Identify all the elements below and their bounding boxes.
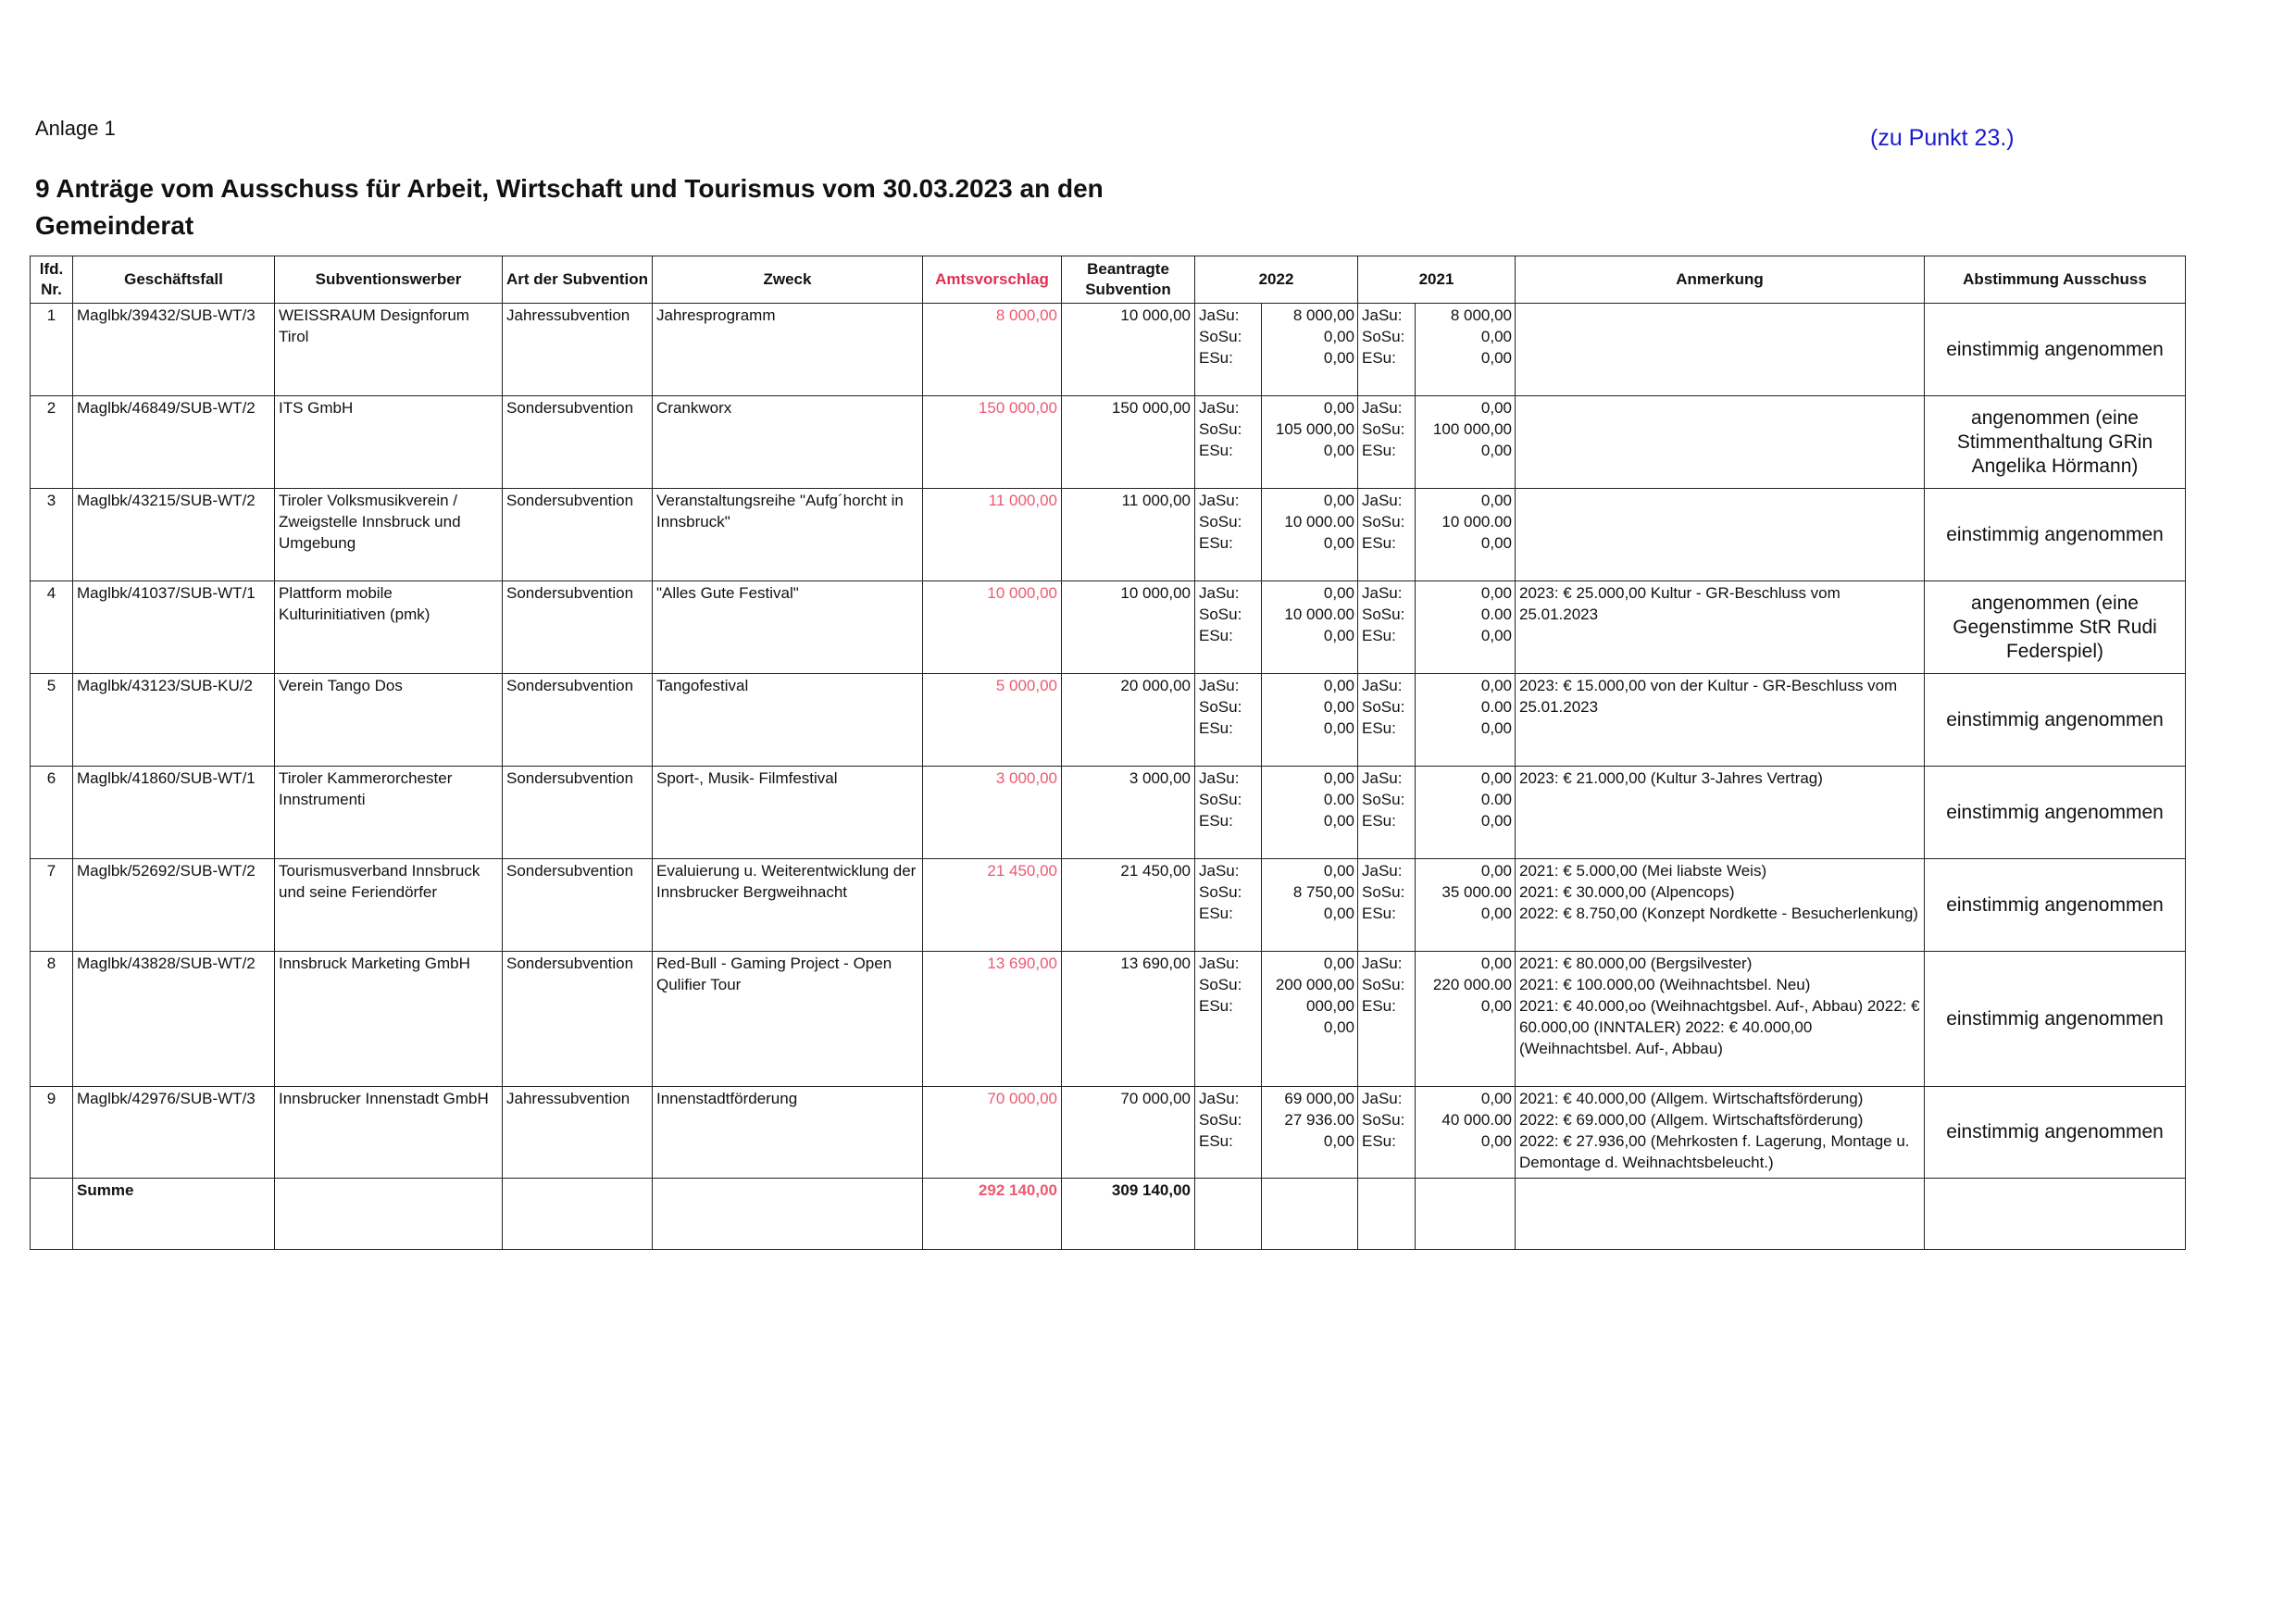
values-2022-cell-line: 0,00: [1323, 769, 1354, 787]
values-2022-cell-line: 0,00: [1323, 812, 1354, 830]
summe-beantragt: 309 140,00: [1062, 1179, 1195, 1250]
labels-2022-cell: [1195, 859, 1262, 952]
values-2021-cell: [1416, 952, 1516, 1087]
labels-2022-cell-line: JaSu:: [1199, 955, 1240, 972]
labels-2021-cell: [1358, 304, 1416, 396]
values-2021-cell-line: 0.00: [1480, 606, 1512, 623]
anmerkung-cell: [1516, 767, 1925, 859]
values-2022-cell-line: 0,00: [1323, 862, 1354, 880]
values-2021-cell-line: 0,00: [1480, 905, 1512, 922]
values-2022-cell-line: 0,00: [1323, 627, 1354, 644]
labels-2022-cell: [1195, 396, 1262, 489]
abstimmung-cell: einstimmig angenommen: [1925, 304, 2186, 396]
labels-2022-cell-line: ESu:: [1199, 1132, 1233, 1150]
anmerkung-cell-line: 2021: € 100.000,00 (Weihnachtsbel. Neu): [1519, 976, 1811, 993]
labels-2021-cell-line: ESu:: [1362, 997, 1396, 1015]
labels-2022-cell-line: JaSu:: [1199, 1090, 1240, 1107]
values-2022-cell-line: 0,00: [1323, 1018, 1354, 1036]
labels-2022-cell-line: ESu:: [1199, 534, 1233, 552]
summe-empty-cell: [1925, 1179, 2186, 1250]
values-2021-cell: [1416, 767, 1516, 859]
amtsvorschlag-cell: 11 000,00: [923, 489, 1062, 581]
art-cell: Sondersubvention: [503, 674, 653, 767]
col-header-2021: 2021: [1358, 256, 1516, 304]
row-number: 9: [31, 1087, 73, 1179]
werber-cell: Tiroler Volksmusikverein / Zweigstelle Innsbruck und Umgebung: [275, 489, 503, 581]
labels-2021-cell-line: JaSu:: [1362, 862, 1403, 880]
abstimmung-cell: einstimmig angenommen: [1925, 952, 2186, 1087]
summe-label: Summe: [73, 1179, 275, 1250]
summe-empty-cell: [1358, 1179, 1416, 1250]
anmerkung-cell-line: 2023: € 21.000,00 (Kultur 3-Jahres Vertrag): [1519, 769, 1823, 787]
values-2021-cell-line: 0,00: [1480, 584, 1512, 602]
values-2022-cell-line: 10 000.00: [1284, 513, 1354, 531]
summe-empty-cell: [1416, 1179, 1516, 1250]
labels-2021-cell-line: ESu:: [1362, 719, 1396, 737]
anmerkung-cell: [1516, 859, 1925, 952]
labels-2021-cell-line: SoSu:: [1362, 420, 1405, 438]
geschaeftsfall-cell: Maglbk/42976/SUB-WT/3: [73, 1087, 275, 1179]
art-cell: Sondersubvention: [503, 952, 653, 1087]
anmerkung-cell: [1516, 674, 1925, 767]
werber-cell: Tourismusverband Innsbruck und seine Feriendörfer: [275, 859, 503, 952]
table-header-row: [31, 256, 2186, 304]
beantragt-cell: 3 000,00: [1062, 767, 1195, 859]
art-cell: Jahressubvention: [503, 1087, 653, 1179]
table-row: [31, 767, 2186, 859]
values-2021-cell-line: 0,00: [1480, 1090, 1512, 1107]
zweck-cell: "Alles Gute Festival": [653, 581, 923, 674]
values-2022-cell-line: 0,00: [1323, 442, 1354, 459]
abstimmung-cell: einstimmig angenommen: [1925, 489, 2186, 581]
labels-2021-cell-line: ESu:: [1362, 534, 1396, 552]
labels-2021-cell-line: JaSu:: [1362, 399, 1403, 417]
art-cell: Sondersubvention: [503, 859, 653, 952]
anmerkung-cell-line: 2021: € 30.000,00 (Alpencops): [1519, 883, 1735, 901]
row-number: 4: [31, 581, 73, 674]
labels-2022-cell-line: SoSu:: [1199, 420, 1242, 438]
zweck-cell: Sport-, Musik- Filmfestival: [653, 767, 923, 859]
labels-2021-cell-line: ESu:: [1362, 905, 1396, 922]
values-2022-cell-line: 8 750,00: [1292, 883, 1354, 901]
values-2022-cell-line: 0.00: [1323, 791, 1354, 808]
anmerkung-cell-line: 2022: € 27.936,00 (Mehrkosten f. Lagerung, Montage u. Demontage d. Weihnachtsbeleucht.): [1519, 1132, 1910, 1171]
werber-cell: Innsbrucker Innenstadt GmbH: [275, 1087, 503, 1179]
col-header-geschaeftsfall: Geschäftsfall: [73, 256, 275, 304]
amtsvorschlag-cell: 5 000,00: [923, 674, 1062, 767]
row-number: 1: [31, 304, 73, 396]
beantragt-cell: 20 000,00: [1062, 674, 1195, 767]
labels-2021-cell-line: JaSu:: [1362, 677, 1403, 694]
zweck-cell: Jahresprogramm: [653, 304, 923, 396]
values-2022-cell: [1262, 396, 1358, 489]
anmerkung-cell: [1516, 1087, 1925, 1179]
amtsvorschlag-cell: 150 000,00: [923, 396, 1062, 489]
values-2022-cell: [1262, 489, 1358, 581]
werber-cell: ITS GmbH: [275, 396, 503, 489]
values-2022-cell-line: 69 000,00: [1284, 1090, 1354, 1107]
table-row: [31, 396, 2186, 489]
art-cell: Jahressubvention: [503, 304, 653, 396]
values-2021-cell-line: 10 000.00: [1441, 513, 1512, 531]
labels-2021-cell-line: JaSu:: [1362, 955, 1403, 972]
anmerkung-cell-line: 2021: € 80.000,00 (Bergsilvester): [1519, 955, 1753, 972]
geschaeftsfall-cell: Maglbk/43828/SUB-WT/2: [73, 952, 275, 1087]
values-2021-cell-line: 0,00: [1480, 492, 1512, 509]
labels-2022-cell-line: SoSu:: [1199, 791, 1242, 808]
labels-2021-cell-line: SoSu:: [1362, 328, 1405, 345]
labels-2021-cell-line: JaSu:: [1362, 492, 1403, 509]
amtsvorschlag-cell: 21 450,00: [923, 859, 1062, 952]
beantragt-cell: 70 000,00: [1062, 1087, 1195, 1179]
values-2021-cell: [1416, 1087, 1516, 1179]
labels-2021-cell-line: ESu:: [1362, 349, 1396, 367]
labels-2021-cell: [1358, 952, 1416, 1087]
labels-2022-cell-line: ESu:: [1199, 349, 1233, 367]
values-2021-cell-line: 0.00: [1480, 791, 1512, 808]
document-title: 9 Anträge vom Ausschuss für Arbeit, Wirtschaft und Tourismus vom 30.03.2023 an den Gemeinderat: [35, 174, 1104, 240]
labels-2022-cell-line: ESu:: [1199, 442, 1233, 459]
art-cell: Sondersubvention: [503, 396, 653, 489]
row-number: 7: [31, 859, 73, 952]
values-2022-cell-line: 0,00: [1323, 698, 1354, 716]
amtsvorschlag-cell: 13 690,00: [923, 952, 1062, 1087]
labels-2022-cell-line: ESu:: [1199, 719, 1233, 737]
row-number: 5: [31, 674, 73, 767]
summe-empty-cell: [1516, 1179, 1925, 1250]
abstimmung-cell: angenommen (eine Gegenstimme StR Rudi Federspiel): [1925, 581, 2186, 674]
labels-2021-cell-line: SoSu:: [1362, 976, 1405, 993]
values-2022-cell-line: 10 000.00: [1284, 606, 1354, 623]
values-2021-cell-line: 0,00: [1480, 442, 1512, 459]
values-2022-cell: [1262, 767, 1358, 859]
beantragt-cell: 11 000,00: [1062, 489, 1195, 581]
values-2021-cell: [1416, 489, 1516, 581]
labels-2022-cell-line: SoSu:: [1199, 606, 1242, 623]
col-header-art: Art der Subvention: [503, 256, 653, 304]
geschaeftsfall-cell: Maglbk/46849/SUB-WT/2: [73, 396, 275, 489]
labels-2022-cell-line: ESu:: [1199, 905, 1233, 922]
col-header-amtsvorschlag: Amtsvorschlag: [923, 256, 1062, 304]
values-2021-cell-line: 0,00: [1480, 349, 1512, 367]
row-number: 2: [31, 396, 73, 489]
values-2022-cell: [1262, 952, 1358, 1087]
col-header-lfd: lfd. Nr.: [31, 256, 73, 304]
labels-2021-cell-line: ESu:: [1362, 442, 1396, 459]
values-2022-cell-line: 0,00: [1323, 349, 1354, 367]
beantragt-cell: 150 000,00: [1062, 396, 1195, 489]
labels-2022-cell-line: JaSu:: [1199, 769, 1240, 787]
values-2021-cell-line: 0,00: [1480, 955, 1512, 972]
amtsvorschlag-cell: 3 000,00: [923, 767, 1062, 859]
values-2021-cell-line: 100 000,00: [1432, 420, 1512, 438]
summe-empty-cell: [31, 1179, 73, 1250]
values-2022-cell-line: 0,00: [1323, 719, 1354, 737]
values-2021-cell-line: 0,00: [1480, 1132, 1512, 1150]
anmerkung-cell-line: 2022: € 8.750,00 (Konzept Nordkette - Besucherlenkung): [1519, 905, 1918, 922]
values-2021-cell-line: 8 000,00: [1450, 306, 1512, 324]
labels-2022-cell: [1195, 767, 1262, 859]
anmerkung-cell-line: 2023: € 15.000,00 von der Kultur - GR-Beschluss vom 25.01.2023: [1519, 677, 1898, 716]
labels-2021-cell-line: SoSu:: [1362, 698, 1405, 716]
labels-2021-cell: [1358, 489, 1416, 581]
labels-2021-cell: [1358, 859, 1416, 952]
geschaeftsfall-cell: Maglbk/39432/SUB-WT/3: [73, 304, 275, 396]
art-cell: Sondersubvention: [503, 767, 653, 859]
labels-2022-cell-line: SoSu:: [1199, 1111, 1242, 1129]
labels-2022-cell-line: JaSu:: [1199, 862, 1240, 880]
values-2022-cell-line: 0,00: [1323, 905, 1354, 922]
labels-2022-cell-line: JaSu:: [1199, 492, 1240, 509]
values-2021-cell: [1416, 396, 1516, 489]
summe-empty-cell: [1195, 1179, 1262, 1250]
values-2021-cell-line: 0,00: [1480, 862, 1512, 880]
values-2022-cell: [1262, 581, 1358, 674]
labels-2022-cell: [1195, 674, 1262, 767]
beantragt-cell: 13 690,00: [1062, 952, 1195, 1087]
geschaeftsfall-cell: Maglbk/43123/SUB-KU/2: [73, 674, 275, 767]
summe-amtsvorschlag: 292 140,00: [923, 1179, 1062, 1250]
table-row: [31, 952, 2186, 1087]
values-2021-cell-line: 0,00: [1480, 534, 1512, 552]
labels-2021-cell: [1358, 396, 1416, 489]
values-2022-cell-line: 27 936.00: [1284, 1111, 1354, 1129]
row-number: 3: [31, 489, 73, 581]
zweck-cell: Veranstaltungsreihe "Aufg´horcht in Innsbruck": [653, 489, 923, 581]
abstimmung-cell: einstimmig angenommen: [1925, 767, 2186, 859]
values-2021-cell-line: 0,00: [1480, 719, 1512, 737]
labels-2022-cell-line: JaSu:: [1199, 306, 1240, 324]
values-2022-cell: [1262, 304, 1358, 396]
anmerkung-cell: [1516, 304, 1925, 396]
zweck-cell: Red-Bull - Gaming Project - Open Qulifier Tour: [653, 952, 923, 1087]
values-2021-cell-line: 0,00: [1480, 399, 1512, 417]
values-2021-cell-line: 35 000.00: [1441, 883, 1512, 901]
amtsvorschlag-cell: 10 000,00: [923, 581, 1062, 674]
zweck-cell: Crankworx: [653, 396, 923, 489]
values-2022-cell-line: 8 000,00: [1292, 306, 1354, 324]
geschaeftsfall-cell: Maglbk/52692/SUB-WT/2: [73, 859, 275, 952]
labels-2021-cell-line: JaSu:: [1362, 306, 1403, 324]
zweck-cell: Innenstadtförderung: [653, 1087, 923, 1179]
values-2022-cell-line: 105 000,00: [1275, 420, 1354, 438]
values-2021-cell-line: 0.00: [1480, 698, 1512, 716]
values-2021-cell-line: 0,00: [1480, 677, 1512, 694]
table-row: [31, 674, 2186, 767]
values-2022-cell-line: 0,00: [1323, 584, 1354, 602]
summe-empty-cell: [503, 1179, 653, 1250]
labels-2022-cell-line: SoSu:: [1199, 328, 1242, 345]
values-2021-cell: [1416, 581, 1516, 674]
labels-2021-cell-line: SoSu:: [1362, 791, 1405, 808]
zweck-cell: Evaluierung u. Weiterentwicklung der Innsbrucker Bergweihnacht: [653, 859, 923, 952]
geschaeftsfall-cell: Maglbk/41860/SUB-WT/1: [73, 767, 275, 859]
anmerkung-cell: [1516, 489, 1925, 581]
werber-cell: Innsbruck Marketing GmbH: [275, 952, 503, 1087]
col-header-beantragt: Beantragte Subvention: [1062, 256, 1195, 304]
summe-empty-cell: [653, 1179, 923, 1250]
abstimmung-cell: einstimmig angenommen: [1925, 1087, 2186, 1179]
beantragt-cell: 21 450,00: [1062, 859, 1195, 952]
values-2022-cell-line: 0,00: [1323, 534, 1354, 552]
labels-2021-cell-line: SoSu:: [1362, 883, 1405, 901]
labels-2021-cell-line: SoSu:: [1362, 513, 1405, 531]
beantragt-cell: 10 000,00: [1062, 304, 1195, 396]
summe-empty-cell: [275, 1179, 503, 1250]
zweck-cell: Tangofestival: [653, 674, 923, 767]
art-cell: Sondersubvention: [503, 489, 653, 581]
values-2022-cell-line: 0,00: [1323, 955, 1354, 972]
amtsvorschlag-cell: 8 000,00: [923, 304, 1062, 396]
labels-2022-cell: [1195, 1087, 1262, 1179]
labels-2022-cell-line: SoSu:: [1199, 883, 1242, 901]
col-header-werber: Subventionswerber: [275, 256, 503, 304]
labels-2022-cell: [1195, 304, 1262, 396]
labels-2021-cell: [1358, 767, 1416, 859]
labels-2021-cell-line: JaSu:: [1362, 584, 1403, 602]
labels-2021-cell: [1358, 1087, 1416, 1179]
amtsvorschlag-cell: 70 000,00: [923, 1087, 1062, 1179]
anmerkung-cell-line: 2023: € 25.000,00 Kultur - GR-Beschluss vom 25.01.2023: [1519, 584, 1841, 623]
col-header-anmerkung: Anmerkung: [1516, 256, 1925, 304]
anmerkung-cell-line: 2021: € 40.000,oo (Weihnachtgsbel. Auf-, Abbau) 2022: € 60.000,00 (INNTALER) 2022: € 40.000,00 (Weihnachtsbel. Auf-, Abbau): [1519, 997, 1920, 1057]
values-2021-cell: [1416, 304, 1516, 396]
labels-2021-cell-line: ESu:: [1362, 627, 1396, 644]
values-2022-cell-line: 200 000,00 000,00: [1275, 976, 1354, 1015]
labels-2022-cell-line: JaSu:: [1199, 399, 1240, 417]
abstimmung-cell: angenommen (eine Stimmenthaltung GRin Angelika Hörmann): [1925, 396, 2186, 489]
values-2022-cell-line: 0,00: [1323, 399, 1354, 417]
labels-2022-cell-line: SoSu:: [1199, 976, 1242, 993]
anmerkung-cell: [1516, 581, 1925, 674]
values-2022-cell-line: 0,00: [1323, 328, 1354, 345]
labels-2021-cell: [1358, 581, 1416, 674]
table-row: [31, 581, 2186, 674]
labels-2021-cell-line: SoSu:: [1362, 1111, 1405, 1129]
anmerkung-cell-line: 2021: € 5.000,00 (Mei liabste Weis): [1519, 862, 1767, 880]
werber-cell: Plattform mobile Kulturinitiativen (pmk): [275, 581, 503, 674]
values-2021-cell-line: 40 000.00: [1441, 1111, 1512, 1129]
values-2022-cell: [1262, 1087, 1358, 1179]
values-2022-cell: [1262, 859, 1358, 952]
table-row: [31, 859, 2186, 952]
subsidy-table: [30, 256, 2186, 1250]
table-body: [31, 304, 2186, 1250]
summe-row: [31, 1179, 2186, 1250]
values-2022-cell-line: 0,00: [1323, 492, 1354, 509]
werber-cell: Tiroler Kammerorchester Innstrumenti: [275, 767, 503, 859]
labels-2022-cell-line: JaSu:: [1199, 677, 1240, 694]
labels-2021-cell-line: JaSu:: [1362, 769, 1403, 787]
labels-2022-cell: [1195, 952, 1262, 1087]
labels-2021-cell-line: ESu:: [1362, 1132, 1396, 1150]
summe-empty-cell: [1262, 1179, 1358, 1250]
labels-2022-cell-line: ESu:: [1199, 812, 1233, 830]
row-number: 8: [31, 952, 73, 1087]
values-2022-cell-line: 0,00: [1323, 677, 1354, 694]
labels-2021-cell: [1358, 674, 1416, 767]
values-2021-cell: [1416, 674, 1516, 767]
labels-2022-cell: [1195, 489, 1262, 581]
col-header-2022: 2022: [1195, 256, 1358, 304]
values-2021-cell-line: 0,00: [1480, 997, 1512, 1015]
anlage-label: Anlage 1: [35, 117, 116, 140]
geschaeftsfall-cell: Maglbk/43215/SUB-WT/2: [73, 489, 275, 581]
labels-2021-cell-line: ESu:: [1362, 812, 1396, 830]
labels-2022-cell: [1195, 581, 1262, 674]
table-row: [31, 489, 2186, 581]
anmerkung-cell-line: 2022: € 69.000,00 (Allgem. Wirtschaftsförderung): [1519, 1111, 1864, 1129]
anmerkung-cell: [1516, 396, 1925, 489]
labels-2021-cell-line: JaSu:: [1362, 1090, 1403, 1107]
geschaeftsfall-cell: Maglbk/41037/SUB-WT/1: [73, 581, 275, 674]
labels-2021-cell-line: SoSu:: [1362, 606, 1405, 623]
values-2021-cell-line: 0,00: [1480, 812, 1512, 830]
labels-2022-cell-line: ESu:: [1199, 997, 1233, 1015]
col-header-abstimmung: Abstimmung Ausschuss: [1925, 256, 2186, 304]
values-2021-cell-line: 0,00: [1480, 627, 1512, 644]
values-2022-cell: [1262, 674, 1358, 767]
labels-2022-cell-line: SoSu:: [1199, 513, 1242, 531]
anmerkung-cell: [1516, 952, 1925, 1087]
values-2021-cell-line: 0,00: [1480, 769, 1512, 787]
werber-cell: WEISSRAUM Designforum Tirol: [275, 304, 503, 396]
values-2021-cell: [1416, 859, 1516, 952]
row-number: 6: [31, 767, 73, 859]
values-2022-cell-line: 0,00: [1323, 1132, 1354, 1150]
abstimmung-cell: einstimmig angenommen: [1925, 859, 2186, 952]
values-2021-cell-line: 220 000.00: [1432, 976, 1512, 993]
abstimmung-cell: einstimmig angenommen: [1925, 674, 2186, 767]
labels-2022-cell-line: JaSu:: [1199, 584, 1240, 602]
anmerkung-cell-line: 2021: € 40.000,00 (Allgem. Wirtschaftsförderung): [1519, 1090, 1864, 1107]
labels-2022-cell-line: ESu:: [1199, 627, 1233, 644]
werber-cell: Verein Tango Dos: [275, 674, 503, 767]
labels-2022-cell-line: SoSu:: [1199, 698, 1242, 716]
beantragt-cell: 10 000,00: [1062, 581, 1195, 674]
art-cell: Sondersubvention: [503, 581, 653, 674]
zu-punkt-reference: (zu Punkt 23.): [1870, 125, 2015, 151]
table-row: [31, 304, 2186, 396]
col-header-zweck: Zweck: [653, 256, 923, 304]
values-2021-cell-line: 0,00: [1480, 328, 1512, 345]
table-row: [31, 1087, 2186, 1179]
